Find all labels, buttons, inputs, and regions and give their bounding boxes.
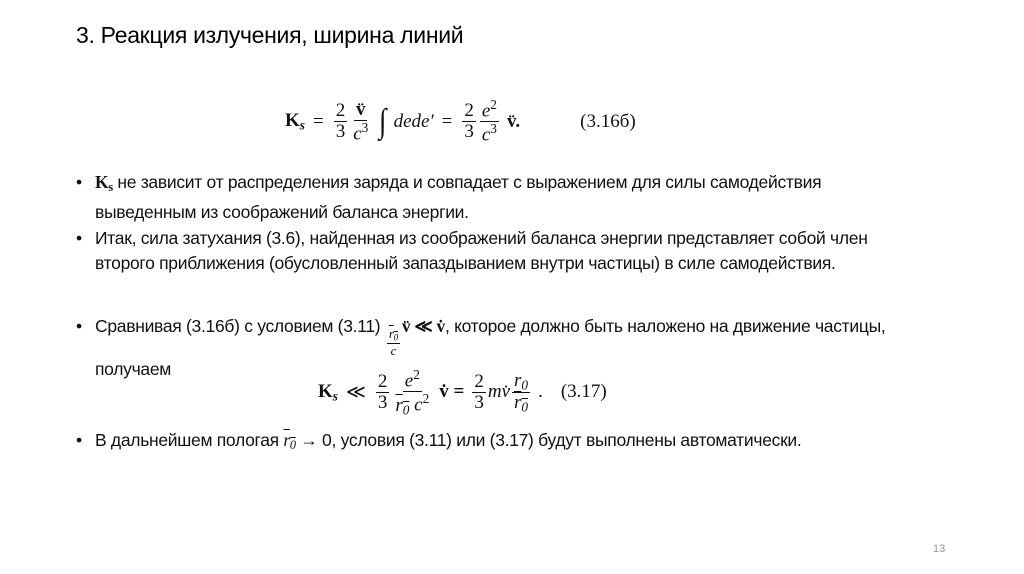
- ks-symbol: $K_s$: [285, 110, 305, 133]
- slide-title: 3. Реакция излучения, ширина линий: [76, 22, 464, 48]
- equation-number: (3.17): [560, 381, 607, 403]
- bullet-dot: •: [76, 316, 82, 336]
- equation-number: (3.16б): [580, 110, 636, 132]
- bullet-dot: •: [76, 228, 82, 248]
- fraction-2-3: $\frac{2}{3}$: [335, 100, 346, 143]
- bullet-item-4: • В дальнейшем пологая $r_0 \to 0$, условия (3.11) или (3.17) будут выполнены автоматически.: [76, 430, 802, 453]
- equation-3-16b: $K_s$ = $\frac{2}{3}$ $\frac{v̈}{c^3}$ ∫ dede′ = $\frac{2}{3}$ $\frac{e^2}{c^3}$ v̈. (3.16б): [285, 97, 636, 146]
- bullet-item-2: • Итак, сила затухания (3.6), найденная из соображений баланса энергии представляет собой член второго приближения (обусловленный запаздыванием внутри частицы) в силе самодействия.: [76, 228, 868, 273]
- integral-sign: ∫: [379, 102, 387, 140]
- bullet-item-1: • $K_s$ не зависит от распределения заряда и совпадает с выражением для силы самодействия выведенным из соображений баланса энергии.: [76, 172, 822, 223]
- fraction-r0-c: $\frac{r_0}{c}$: [388, 326, 398, 358]
- equation-3-17: $K_s$ ≪ $\frac{2}{3}$ $\frac{e^2}{r_0 c^2}$ v̇ = $\frac{2}{3}$ mv̇ $\frac{r_0}{r_0}$ . (3.17): [318, 367, 607, 417]
- bullet-dot: •: [76, 430, 82, 450]
- bullet-item-3: • Сравнивая (3.16б) с условием (3.11) $\frac{r_0}{c}$ v̈ ≪ v̇, которое должно быть наложено на движение частицы, получаем: [76, 316, 886, 380]
- ks-symbol: $K_s$: [95, 172, 113, 195]
- fraction-v-c3: $\frac{v̈}{c^3}$: [353, 98, 369, 144]
- bullet-dot: •: [76, 172, 82, 192]
- page-number: 13: [933, 543, 946, 555]
